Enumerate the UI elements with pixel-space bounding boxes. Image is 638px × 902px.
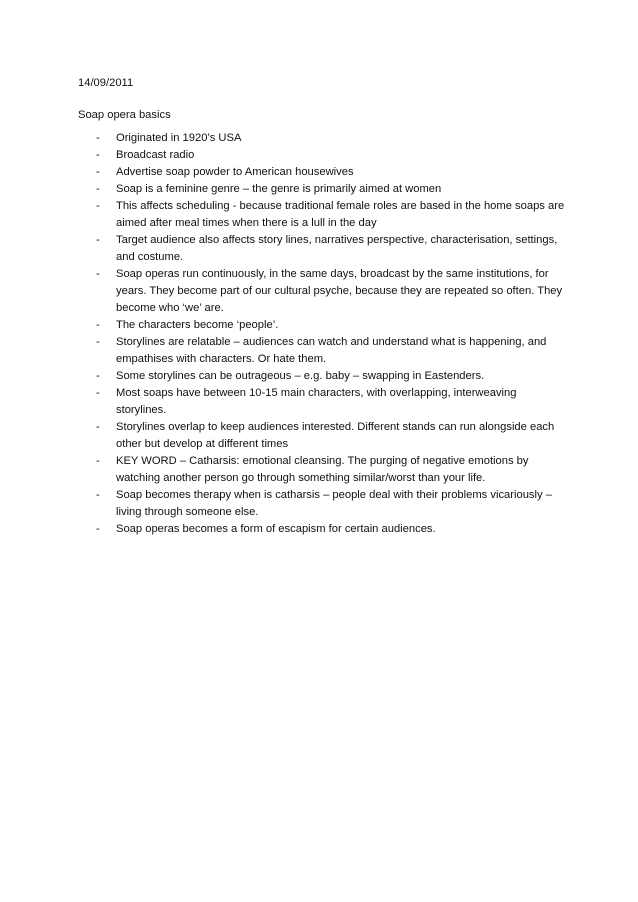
bullet-dash: -: [96, 421, 100, 433]
document-heading: Soap opera basics: [78, 109, 171, 121]
list-item-text: Most soaps have between 10-15 main characters, with overlapping, interweaving storylines.: [116, 387, 517, 416]
list-item-text: Some storylines can be outrageous – e.g. baby – swapping in Eastenders.: [116, 370, 485, 382]
list-item: [78, 368, 568, 385]
list-item-text: Soap operas run continuously, in the same days, broadcast by the same institutions, for years. They become part of our cultural psyche, because they are repeated so often. They become who ‘we’ are.: [116, 268, 563, 314]
bullet-list: [78, 130, 568, 538]
document-date: 14/09/2011: [78, 77, 134, 89]
list-item-text: Storylines are relatable – audiences can watch and understand what is happening, and empathises with characters. Or hate them.: [116, 336, 547, 365]
bullet-dash: -: [96, 234, 100, 246]
list-item: [78, 317, 568, 334]
bullet-dash: -: [96, 387, 100, 399]
list-item: [78, 147, 568, 164]
list-item: [78, 266, 568, 317]
list-item: [78, 130, 568, 147]
list-item: [78, 453, 568, 487]
list-item: [78, 385, 568, 419]
list-item: [78, 164, 568, 181]
list-item: [78, 334, 568, 368]
bullet-dash: -: [96, 523, 100, 535]
bullet-dash: -: [96, 166, 100, 178]
list-item: [78, 232, 568, 266]
bullet-dash: -: [96, 268, 100, 280]
bullet-dash: -: [96, 319, 100, 331]
list-item: [78, 487, 568, 521]
bullet-dash: -: [96, 489, 100, 501]
list-item-text: Originated in 1920’s USA: [116, 132, 242, 144]
bullet-dash: -: [96, 455, 100, 467]
bullet-dash: -: [96, 200, 100, 212]
list-item-text: The characters become ‘people’.: [116, 319, 279, 331]
list-item-text: Soap operas becomes a form of escapism for certain audiences.: [116, 523, 436, 535]
list-item-text: Soap is a feminine genre – the genre is primarily aimed at women: [116, 183, 442, 195]
bullet-dash: -: [96, 370, 100, 382]
bullet-dash: -: [96, 149, 100, 161]
list-item-text: Advertise soap powder to American housewives: [116, 166, 354, 178]
list-item-text: KEY WORD – Catharsis: emotional cleansing. The purging of negative emotions by watching another person go through something similar/worst than your life.: [116, 455, 529, 484]
bullet-dash: -: [96, 183, 100, 195]
list-item: [78, 521, 568, 538]
list-item-text: This affects scheduling - because traditional female roles are based in the home soaps are aimed after meal times when there is a lull in the day: [116, 200, 565, 229]
list-item-text: Target audience also affects story lines, narratives perspective, characterisation, settings, and costume.: [116, 234, 558, 263]
list-item-text: Soap becomes therapy when is catharsis – people deal with their problems vicariously – living through someone else.: [116, 489, 552, 518]
list-item-text: Storylines overlap to keep audiences interested. Different stands can run alongside each other but develop at different times: [116, 421, 555, 450]
bullet-dash: -: [96, 132, 100, 144]
bullet-dash: -: [96, 336, 100, 348]
list-item: [78, 419, 568, 453]
list-item-text: Broadcast radio: [116, 149, 195, 161]
list-item: [78, 181, 568, 198]
list-item: [78, 198, 568, 232]
